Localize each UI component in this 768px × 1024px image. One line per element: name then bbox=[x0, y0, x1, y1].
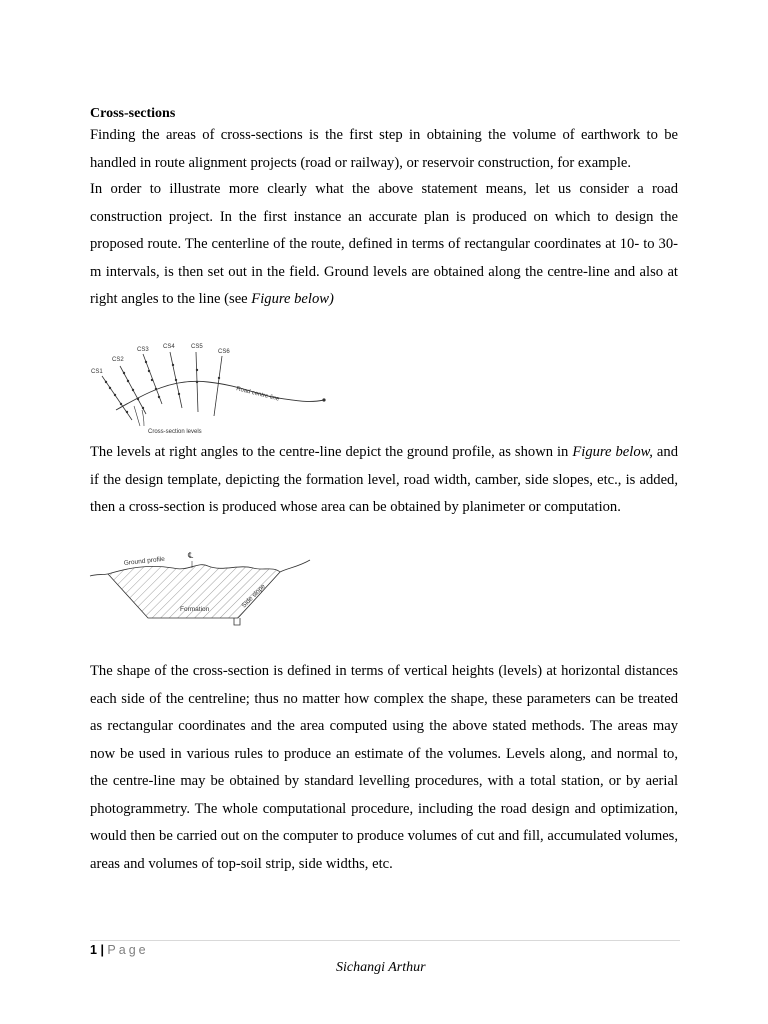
figure-cross-section-profile bbox=[88, 546, 313, 628]
side-slope-label: Side slope bbox=[240, 582, 267, 610]
footer-author: Sichangi Arthur bbox=[336, 960, 426, 975]
cs5-label: CS5 bbox=[191, 344, 203, 350]
centreline-symbol: ℄ bbox=[188, 551, 194, 560]
page-separator: | bbox=[100, 943, 104, 957]
road-centreline-label: Road centre-line bbox=[235, 386, 280, 403]
paragraph-ground-profile-text-a: The levels at right angles to the centre-line depict the ground profile, as shown in bbox=[90, 444, 573, 460]
ground-profile-label: Ground profile bbox=[123, 555, 166, 567]
cs6-line bbox=[214, 356, 222, 416]
paragraph-road-project bbox=[90, 176, 678, 314]
road-centreline-curve bbox=[116, 381, 324, 410]
cs3-label: CS3 bbox=[137, 347, 149, 353]
ground-profile-line bbox=[90, 574, 108, 576]
paragraph-ground-profile-text-b: and if the design template, depicting the formation level, road width, camber, side slopes, etc., is added, then a cross-section is produced whose area can be obtained by planimeter or computation. bbox=[90, 444, 678, 515]
cs1-label: CS1 bbox=[91, 369, 103, 375]
figure-cross-section-plan bbox=[88, 340, 333, 440]
cs2-label: CS2 bbox=[112, 357, 124, 363]
paragraph-road-project-text: In order to illustrate more clearly what the above statement means, let us consider a road construction project. In the first instance an accurate plan is produced on which to design the proposed route. The centerline of the route, defined in terms of rectangular coordinates at 10- to 30-m intervals, is then set out in the field. Ground levels are obtained along the centre-line and also at right angles to the line (see bbox=[90, 181, 678, 307]
paragraph-shape-definition: The shape of the cross-section is defined in terms of vertical heights (levels) at horizontal distances each side of the centreline; thus no matter how complex the shape, these parameters can be treated as rectangular coordinates and the area computed using the above stated methods. The areas may now be used in various rules to produce an estimate of the volumes. Levels along, and normal to, the centre-line may be obtained by standard levelling procedures, with a total station, or by aerial photogrammetry. The whole computational procedure, including the road design and optimization, would then be carried out on the computer to produce volumes of cut and fill, accumulated volumes, areas and volumes of top-soil strip, side widths, etc. bbox=[90, 663, 678, 872]
cross-section-levels-label: Cross-section levels bbox=[148, 429, 202, 435]
paragraph-ground-profile bbox=[90, 439, 678, 522]
figure-reference-2: Figure below, bbox=[572, 444, 653, 460]
page-word: Page bbox=[107, 943, 149, 957]
cs6-label: CS6 bbox=[218, 349, 230, 355]
footer-divider bbox=[90, 940, 680, 941]
figure-reference: Figure below) bbox=[251, 291, 334, 307]
cs4-label: CS4 bbox=[163, 344, 175, 350]
paragraph-intro: Finding the areas of cross-sections is the first step in obtaining the volume of earthwork to be handled in route alignment projects (road or railway), or reservoir construction, for example. bbox=[90, 127, 678, 171]
formation-label: Formation bbox=[180, 606, 210, 613]
section-heading: Cross-sections bbox=[90, 106, 176, 121]
page-number-value: 1 bbox=[90, 943, 97, 957]
page-number bbox=[90, 943, 149, 957]
